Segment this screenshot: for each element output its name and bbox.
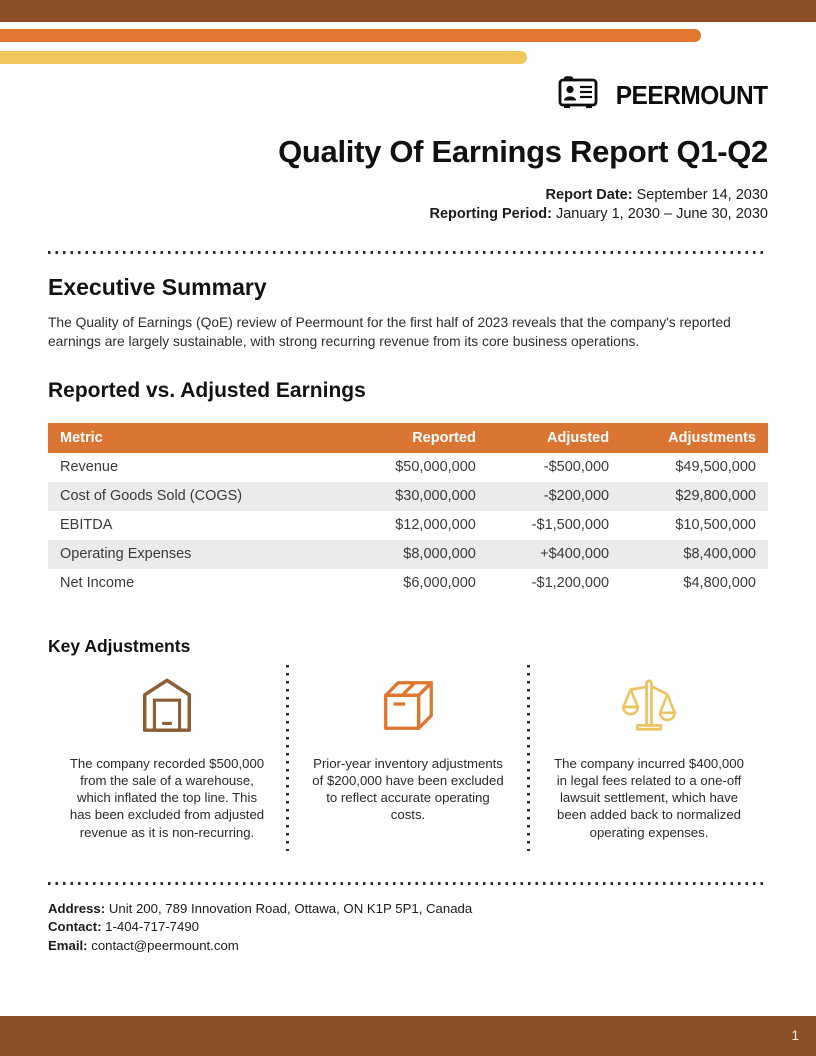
table-row xyxy=(48,453,768,482)
cell-metric: Net Income xyxy=(60,575,135,592)
key-adjustments-cards xyxy=(48,665,768,851)
cell-adjusted: -$1,500,000 xyxy=(531,517,610,534)
box-icon xyxy=(377,673,439,737)
cell-metric: Operating Expenses xyxy=(60,546,192,563)
table-header-row xyxy=(48,423,768,453)
cell-adjustments: $29,800,000 xyxy=(675,488,756,505)
column-header-adjustments: Adjustments xyxy=(621,423,768,453)
table-row xyxy=(48,511,768,540)
key-adjustments-heading: Key Adjustments xyxy=(48,635,191,656)
top-yellow-bar xyxy=(0,51,527,64)
page-number: 1 xyxy=(791,1028,799,1043)
cell-adjusted: +$400,000 xyxy=(540,546,610,563)
column-header-adjusted: Adjusted xyxy=(488,423,621,453)
cell-metric: Cost of Goods Sold (COGS) xyxy=(60,488,243,505)
report-meta xyxy=(48,186,768,224)
adjustment-card-warehouse xyxy=(48,665,286,851)
page-content xyxy=(0,78,816,956)
table-row xyxy=(48,569,768,598)
contact-label: Contact: xyxy=(48,919,102,935)
table-row xyxy=(48,540,768,569)
adjustment-card-text: Prior-year inventory adjustments of $200,000 have been excluded to reflect accurate operating costs. xyxy=(312,755,504,823)
address-line xyxy=(48,900,768,919)
cell-reported: $12,000,000 xyxy=(395,517,476,534)
warehouse-icon xyxy=(136,673,198,737)
reporting-period-label: Reporting Period: xyxy=(429,206,552,223)
adjustment-card-text: The company incurred $400,000 in legal fees related to a one-off lawsuit settlement, which have been added back to normalized operating expenses. xyxy=(554,755,744,840)
cell-adjusted: -$1,200,000 xyxy=(531,575,610,592)
report-date-label: Report Date: xyxy=(545,187,633,203)
executive-summary-heading: Executive Summary xyxy=(48,274,267,301)
address-value: Unit 200, 789 Innovation Road, Ottawa, ON K1P 5P1, Canada xyxy=(108,900,473,916)
cell-reported: $50,000,000 xyxy=(395,459,476,476)
brand-name: PEERMOUNT xyxy=(616,79,768,110)
earnings-table xyxy=(48,423,768,598)
page-title: Quality Of Earnings Report Q1-Q2 xyxy=(278,134,768,169)
reporting-period-value: January 1, 2030 – June 30, 2030 xyxy=(555,206,768,223)
executive-summary-body: The Quality of Earnings (QoE) review of Peermount for the first half of 2023 reveals that the company's reported earnings are largely sustainable, with strong recurring revenue from its core business operations. xyxy=(48,315,731,349)
reporting-period-line xyxy=(48,205,768,224)
adjustment-card-legal xyxy=(530,665,768,851)
address-label: Address: xyxy=(48,900,106,916)
contact-value: 1-404-717-7490 xyxy=(105,919,200,935)
email-value: contact@peermount.com xyxy=(91,938,239,954)
cell-adjustments: $49,500,000 xyxy=(675,459,756,476)
earnings-table-heading: Reported vs. Adjusted Earnings xyxy=(48,378,366,402)
cell-metric: Revenue xyxy=(60,459,119,476)
brand-logo xyxy=(48,78,768,112)
footer-contact-block xyxy=(48,900,768,956)
cell-reported: $6,000,000 xyxy=(403,575,476,592)
cell-adjustments: $4,800,000 xyxy=(683,575,756,592)
cell-reported: $8,000,000 xyxy=(403,546,476,563)
cell-adjustments: $8,400,000 xyxy=(683,546,756,563)
adjustment-card-inventory xyxy=(289,665,527,851)
cell-adjustments: $10,500,000 xyxy=(675,517,756,534)
cell-adjusted: -$500,000 xyxy=(543,459,610,476)
cell-metric: EBITDA xyxy=(60,517,113,534)
dotted-divider-top xyxy=(48,251,768,254)
table-row xyxy=(48,482,768,511)
contact-line xyxy=(48,918,768,937)
email-label: Email: xyxy=(48,938,88,954)
top-orange-bar xyxy=(0,29,701,42)
adjustment-card-text: The company recorded $500,000 from the sale of a warehouse, which inflated the top line. This has been excluded from adjusted revenue as it is non-recurring. xyxy=(69,755,265,840)
column-header-reported: Reported xyxy=(350,423,487,453)
report-date-line xyxy=(48,186,768,205)
bottom-brown-bar xyxy=(0,1016,816,1056)
id-card-icon xyxy=(558,76,598,114)
cell-reported: $30,000,000 xyxy=(395,488,476,505)
dotted-divider-bottom xyxy=(48,882,768,885)
scale-icon xyxy=(618,673,680,737)
column-header-metric: Metric xyxy=(48,423,350,453)
top-brown-bar xyxy=(0,0,816,22)
report-date-value: September 14, 2030 xyxy=(636,187,768,203)
cell-adjusted: -$200,000 xyxy=(543,488,610,505)
email-line xyxy=(48,937,768,956)
